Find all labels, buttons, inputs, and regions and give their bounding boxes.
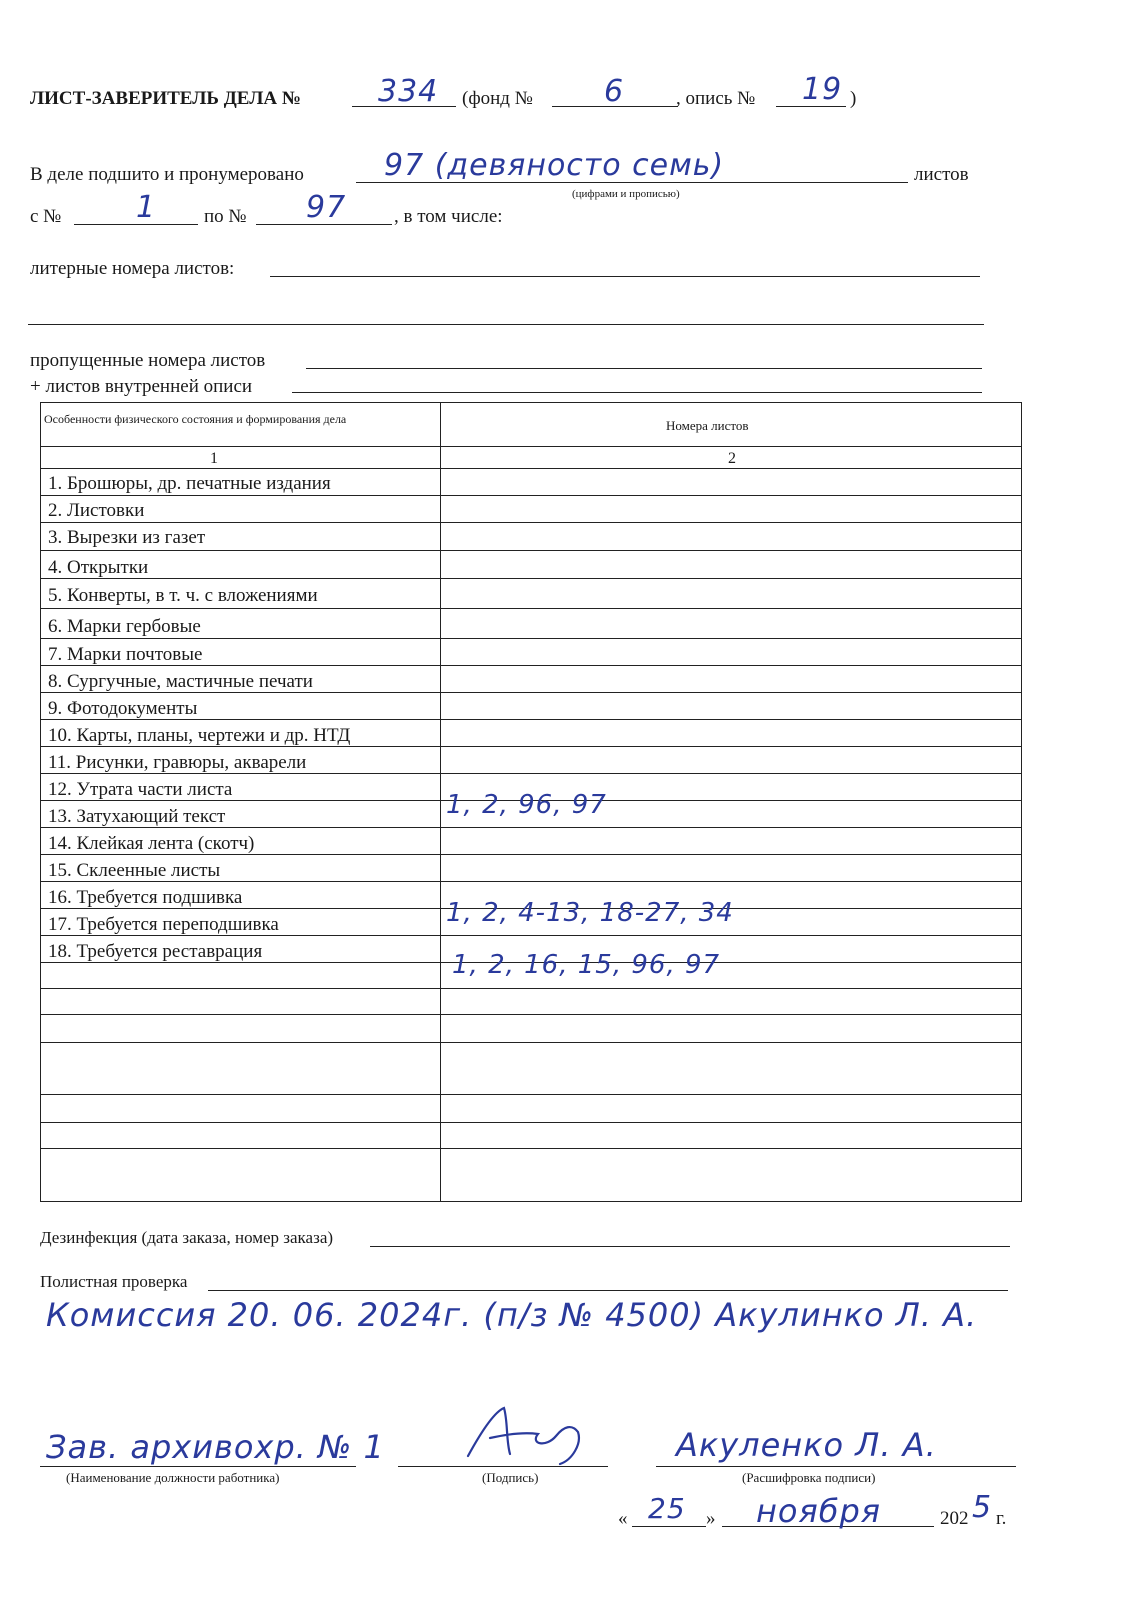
position-value: Зав. архивохр. № 1 bbox=[46, 1428, 385, 1466]
date-year-prefix: 202 bbox=[940, 1508, 969, 1529]
missing-numbers-line bbox=[306, 368, 982, 369]
including-label: , в том числе: bbox=[394, 206, 503, 227]
sheets-unit: листов bbox=[914, 164, 969, 185]
table-row-label: 13. Затухающий текст bbox=[48, 806, 226, 827]
table-row-line bbox=[40, 522, 1022, 523]
table-row-label: 18. Требуется реставрация bbox=[48, 941, 263, 962]
position-caption: (Наименование должности работника) bbox=[66, 1470, 280, 1485]
disinfection-line bbox=[370, 1246, 1010, 1247]
date-close-quote: » bbox=[706, 1508, 716, 1529]
table-row-label: 15. Склеенные листы bbox=[48, 860, 221, 881]
table-row-value: 1, 2, 4-13, 18-27, 34 bbox=[446, 898, 734, 928]
table-index-line bbox=[40, 468, 1022, 469]
table-row-label: 5. Конверты, в т. ч. с вложениями bbox=[48, 585, 318, 606]
opis-label: , опись № bbox=[676, 88, 756, 109]
from-value: 1 bbox=[136, 190, 157, 225]
table-row-line bbox=[40, 1148, 1022, 1149]
table-row-line bbox=[40, 608, 1022, 609]
sheets-count-written: 97 (девяносто семь) bbox=[384, 148, 725, 183]
to-label: по № bbox=[204, 206, 247, 227]
signature-line bbox=[398, 1466, 608, 1467]
table-header-line bbox=[40, 446, 1022, 447]
blank-line bbox=[28, 324, 984, 325]
disinfection-label: Дезинфекция (дата заказа, номер заказа) bbox=[40, 1228, 334, 1247]
to-value: 97 bbox=[306, 190, 347, 225]
table-row-line bbox=[40, 988, 1022, 989]
table-row-label: 16. Требуется подшивка bbox=[48, 887, 243, 908]
table-row-line bbox=[40, 1014, 1022, 1015]
table-row-label: 12. Утрата части листа bbox=[48, 779, 233, 800]
table-row-label: 4. Открытки bbox=[48, 557, 149, 578]
fond-label: (фонд № bbox=[462, 88, 533, 109]
sheets-count-hint: (цифрами и прописью) bbox=[572, 188, 680, 200]
table-header-sheet-numbers: Номера листов bbox=[666, 418, 749, 433]
from-label: с № bbox=[30, 206, 62, 227]
signature-caption: (Подпись) bbox=[482, 1470, 539, 1485]
opis-close-paren: ) bbox=[850, 88, 857, 109]
table-row-label: 1. Брошюры, др. печатные издания bbox=[48, 473, 331, 494]
table-row-label: 10. Карты, планы, чертежи и др. НТД bbox=[48, 725, 351, 746]
table-col1-index: 1 bbox=[210, 450, 218, 467]
case-number-value: 334 bbox=[378, 74, 439, 109]
table-col2-index: 2 bbox=[728, 450, 736, 467]
table-row-line bbox=[40, 1042, 1022, 1043]
missing-numbers-label: пропущенные номера листов bbox=[30, 350, 266, 371]
table-header-features: Особенности физического состояния и формирования дела bbox=[44, 412, 347, 426]
name-line bbox=[656, 1466, 1016, 1467]
letter-numbers-line bbox=[270, 276, 980, 277]
inner-inventory-line bbox=[292, 392, 982, 393]
fond-number-value: 6 bbox=[604, 74, 625, 109]
table-row-line bbox=[40, 578, 1022, 579]
table-row-line bbox=[40, 638, 1022, 639]
table-row-label: 2. Листовки bbox=[48, 500, 145, 521]
table-row-value: 1, 2, 96, 97 bbox=[446, 790, 607, 820]
date-day-line bbox=[632, 1526, 706, 1527]
opis-number-value: 19 bbox=[802, 72, 843, 107]
table-row-label: 6. Марки гербовые bbox=[48, 616, 201, 637]
date-day: 25 bbox=[648, 1492, 686, 1525]
inner-inventory-label: + листов внутренней описи bbox=[30, 376, 253, 397]
table-row-label: 17. Требуется переподшивка bbox=[48, 914, 279, 935]
table-row-line bbox=[40, 495, 1022, 496]
position-line bbox=[40, 1466, 356, 1467]
date-year-unit: г. bbox=[996, 1508, 1007, 1529]
table-row-label: 8. Сургучные, мастичные печати bbox=[48, 671, 313, 692]
check-label: Полистная проверка bbox=[40, 1272, 188, 1291]
name-caption: (Расшифровка подписи) bbox=[742, 1470, 876, 1485]
check-note: Комиссия 20. 06. 2024г. (п/з № 4500) Акулинко Л. А. bbox=[46, 1296, 978, 1334]
table-row-label: 7. Марки почтовые bbox=[48, 644, 203, 665]
letter-numbers-label: литерные номера листов: bbox=[30, 258, 235, 279]
signature-mark bbox=[460, 1404, 600, 1468]
table-row-label: 14. Клейкая лента (скотч) bbox=[48, 833, 255, 854]
table-row-line bbox=[40, 550, 1022, 551]
table-row-label: 3. Вырезки из газет bbox=[48, 527, 206, 548]
sheets-intro: В деле подшито и пронумеровано bbox=[30, 164, 304, 185]
table-row-line bbox=[40, 1122, 1022, 1123]
date-year-suffix: 5 bbox=[972, 1490, 993, 1525]
table-row-label: 11. Рисунки, гравюры, акварели bbox=[48, 752, 307, 773]
date-month: ноября bbox=[756, 1492, 882, 1530]
document-title: ЛИСТ-ЗАВЕРИТЕЛЬ ДЕЛА № bbox=[30, 88, 301, 109]
date-open-quote: « bbox=[618, 1508, 628, 1529]
table-row-value: 1, 2, 16, 15, 96, 97 bbox=[452, 950, 721, 980]
table-row-label: 9. Фотодокументы bbox=[48, 698, 198, 719]
table-row-line bbox=[40, 1094, 1022, 1095]
check-line bbox=[208, 1290, 1008, 1291]
name-value: Акуленко Л. А. bbox=[676, 1426, 937, 1464]
